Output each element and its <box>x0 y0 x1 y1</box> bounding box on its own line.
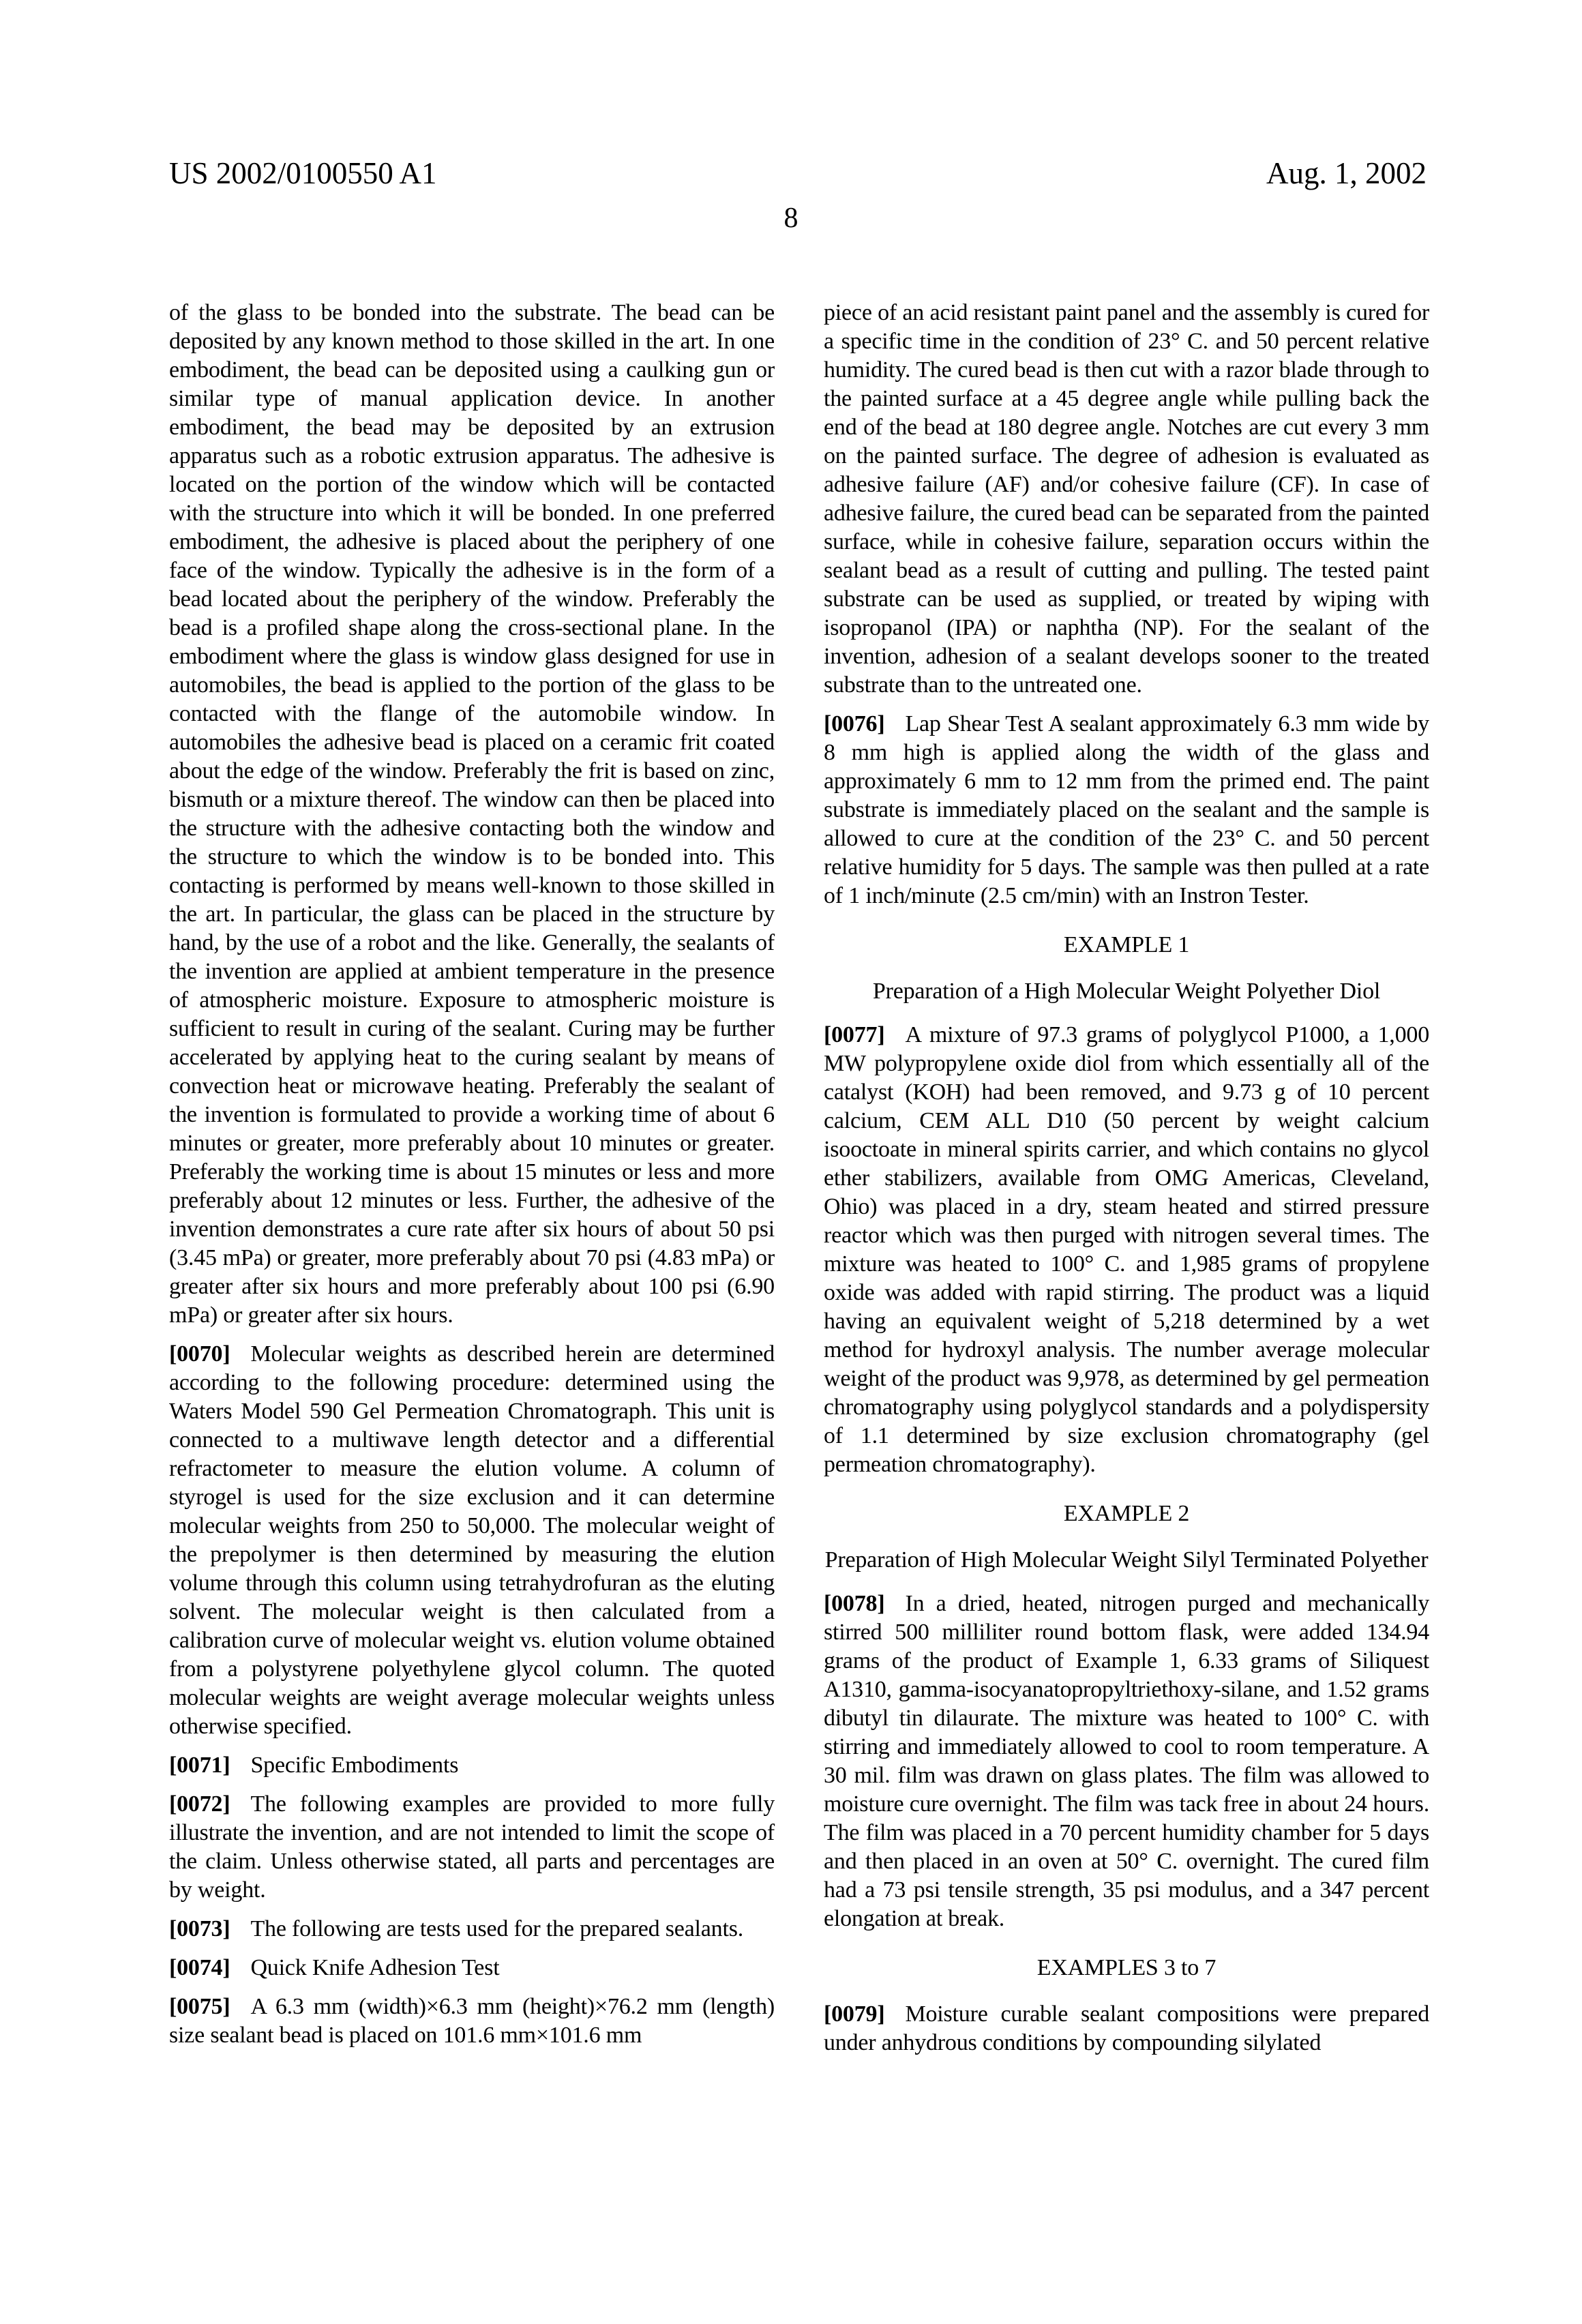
paragraph-tag: [0070] <box>169 1341 230 1367</box>
paragraph-tag: [0076] <box>824 711 885 736</box>
paragraph-0079 <box>824 2000 1429 2057</box>
paragraph-tag: [0077] <box>824 1022 885 1047</box>
paragraph-0070 <box>169 1340 775 1741</box>
paragraph-tag: [0079] <box>824 2001 885 2027</box>
paragraph-text: The following examples are provided to more fully illustrate the invention, and are not intended to limit the scope of the claim. Unless otherwise stated, all parts and percentages are by weight. <box>169 1791 775 1903</box>
page-number: 8 <box>783 203 799 234</box>
paragraph-0071 <box>169 1751 775 1780</box>
paragraph-0073 <box>169 1915 775 1943</box>
paragraph-tag: [0078] <box>824 1591 885 1616</box>
patent-number: US 2002/0100550 A1 <box>169 156 437 190</box>
heading-example-2: EXAMPLE 2 <box>1063 1501 1190 1526</box>
paragraph-continuation <box>824 299 1429 700</box>
paragraph-text: Lap Shear Test A sealant approximately 6.3 mm wide by 8 mm high is applied along the width of the glass and approximately 6 mm to 12 mm from the primed end. The paint substrate is immediately placed on the sealant and the sample is allowed to cure at the condition of the 23° C. and 50 percent relative humidity for 5 days. The sample was then pulled at a rate of 1 inch/minute (2.5 cm/min) with an Instron Tester. <box>824 711 1429 908</box>
paragraph-tag: [0075] <box>169 1994 230 2019</box>
paragraph-tag: [0073] <box>169 1916 230 1941</box>
paragraph-tag: [0074] <box>169 1955 230 1980</box>
heading-examples-3-to-7: EXAMPLES 3 to 7 <box>1036 1955 1217 1980</box>
paragraph-0076 <box>824 710 1429 910</box>
paragraph-0072 <box>169 1790 775 1905</box>
paragraph-text: In a dried, heated, nitrogen purged and mechanically stirred 500 milliliter round bottom flask, were added 134.94 grams of the product of Example 1, 6.33 grams of Siliquest A1310, gamma-isocyanatopropyltriethoxy-silane, and 1.52 grams dibutyl tin dilaurate. The mixture was heated to 100° C. with stirring and immediately allowed to cool to room temperature. A 30 mil. film was drawn on glass plates. The film was allowed to moisture cure overnight. The film was tack free in about 24 hours. The film was placed in a 70 percent humidity chamber for 5 days and then placed in an oven at 50° C. overnight. The cured film had a 73 psi tensile strength, 35 psi modulus, and a 347 percent elongation at break. <box>824 1591 1429 1931</box>
paragraph-text: A mixture of 97.3 grams of polyglycol P1000, a 1,000 MW polypropylene oxide diol from which essentially all of the catalyst (KOH) had been removed, and 9.73 g of 10 percent calcium, CEM ALL D10 (50 percent by weight calcium isooctoate in mineral spirits carrier, and which contains no glycol ether stabilizers, available from OMG Americas, Cleveland, Ohio) was placed in a dry, steam heated and stirred pressure reactor which was then purged with nitrogen several times. The mixture was heated to 100° C. and 1,985 grams of propylene oxide was added with rapid stirring. The product was a liquid having an equivalent weight of 5,218 determined by a wet method for hydroxyl analysis. The number average molecular weight of the product was 9,978, as determined by gel permeation chromatography using polyglycol standards and a polydispersity of 1.1 determined by size exclusion chromatography (gel permeation chromatography). <box>824 1022 1429 1477</box>
paragraph-continuation <box>169 299 775 1330</box>
paragraph-text: Specific Embodiments <box>250 1753 459 1778</box>
paragraph-text: Quick Knife Adhesion Test <box>250 1955 500 1980</box>
page-header <box>169 155 1427 191</box>
paragraph-text: The following are tests used for the prepared sealants. <box>250 1916 744 1941</box>
right-column <box>824 299 1429 2057</box>
subheading-example-2: Preparation of High Molecular Weight Silyl Terminated Polyether <box>824 1547 1429 1573</box>
heading-example-1: EXAMPLE 1 <box>1063 932 1190 957</box>
paragraph-text: Molecular weights as described herein are determined according to the following procedure: determined using the Waters Model 590 Gel Permeation Chromatograph. This unit is connected to a multiwave length detector and a differential refractometer to measure the elution volume. A column of styrogel is used for the size exclusion and it can determine molecular weights from 250 to 50,000. The molecular weight of the prepolymer is then determined by measuring the elution volume through this column using tetrahydrofuran as the eluting solvent. The molecular weight is then calculated from a calibration curve of molecular weight vs. elution volume obtained from a polystyrene polyethylene glycol column. The quoted molecular weights are weight average molecular weights unless otherwise specified. <box>169 1341 775 1739</box>
publication-date: Aug. 1, 2002 <box>1266 156 1427 190</box>
left-column <box>169 299 775 2057</box>
paragraph-text: A 6.3 mm (width)×6.3 mm (height)×76.2 mm (length) size sealant bead is placed on 101.6 mm×101.6 mm <box>169 1994 775 2048</box>
paragraph-text: of the glass to be bonded into the substrate. The bead can be deposited by any known method to those skilled in the art. In one embodiment, the bead can be deposited using a caulking gun or similar type of manual application device. In another embodiment, the bead may be deposited by an extrusion apparatus such as a robotic extrusion apparatus. The adhesive is located on the portion of the window which will be contacted with the structure into which it will be bonded. In one preferred embodiment, the adhesive is placed about the periphery of one face of the window. Typically the adhesive is in the form of a bead located about the periphery of the window. Preferably the bead is a profiled shape along the cross-sectional plane. In the embodiment where the glass is window glass designed for use in automobiles, the bead is applied to the portion of the glass to be contacted with the flange of the automobile window. In automobiles the adhesive bead is placed on a ceramic frit coated about the edge of the window. Preferably the frit is based on zinc, bismuth or a mixture thereof. The window can then be placed into the structure with the adhesive contacting both the window and the structure to which the window is to be bonded into. This contacting is performed by means well-known to those skilled in the art. In particular, the glass can be placed in the structure by hand, by the use of a robot and the like. Generally, the sealants of the invention are applied at ambient temperature in the presence of atmospheric moisture. Exposure to atmospheric moisture is sufficient to result in curing of the sealant. Curing may be further accelerated by applying heat to the curing sealant by means of convection heat or microwave heating. Preferably the sealant of the invention is formulated to provide a working time of about 6 minutes or greater, more preferably about 10 minutes or greater. Preferably the working time is about 15 minutes or less and more preferably about 12 minutes or less. Further, the adhesive of the invention demonstrates a cure rate after six hours of about 50 psi (3.45 mPa) or greater, more preferably about 70 psi (4.83 mPa) or greater after six hours and more preferably about 100 psi (6.90 mPa) or greater after six hours. <box>169 300 775 1328</box>
two-column-body <box>169 299 1429 2057</box>
paragraph-tag: [0072] <box>169 1791 230 1817</box>
paragraph-text: Moisture curable sealant compositions were prepared under anhydrous conditions by compounding silylated <box>824 2001 1429 2055</box>
subheading-example-1: Preparation of a High Molecular Weight Polyether Diol <box>872 979 1381 1004</box>
paragraph-tag: [0071] <box>169 1753 230 1778</box>
paragraph-0078 <box>824 1590 1429 1933</box>
paragraph-0075 <box>169 1993 775 2050</box>
paragraph-0074 <box>169 1954 775 1982</box>
paragraph-text: piece of an acid resistant paint panel and the assembly is cured for a specific time in the condition of 23° C. and 50 percent relative humidity. The cured bead is then cut with a razor blade through to the painted surface at a 45 degree angle while pulling back the end of the bead at 180 degree angle. Notches are cut every 3 mm on the painted surface. The degree of adhesion is evaluated as adhesive failure (AF) and/or cohesive failure (CF). In case of adhesive failure, the cured bead can be separated from the painted surface, while in cohesive failure, separation occurs within the sealant bead as a result of cutting and pulling. The tested paint substrate can be used as supplied, or treated by wiping with isopropanol (IPA) or naphtha (NP). For the sealant of the invention, adhesion of a sealant develops sooner to the treated substrate than to the untreated one. <box>824 300 1429 698</box>
paragraph-0077 <box>824 1021 1429 1479</box>
